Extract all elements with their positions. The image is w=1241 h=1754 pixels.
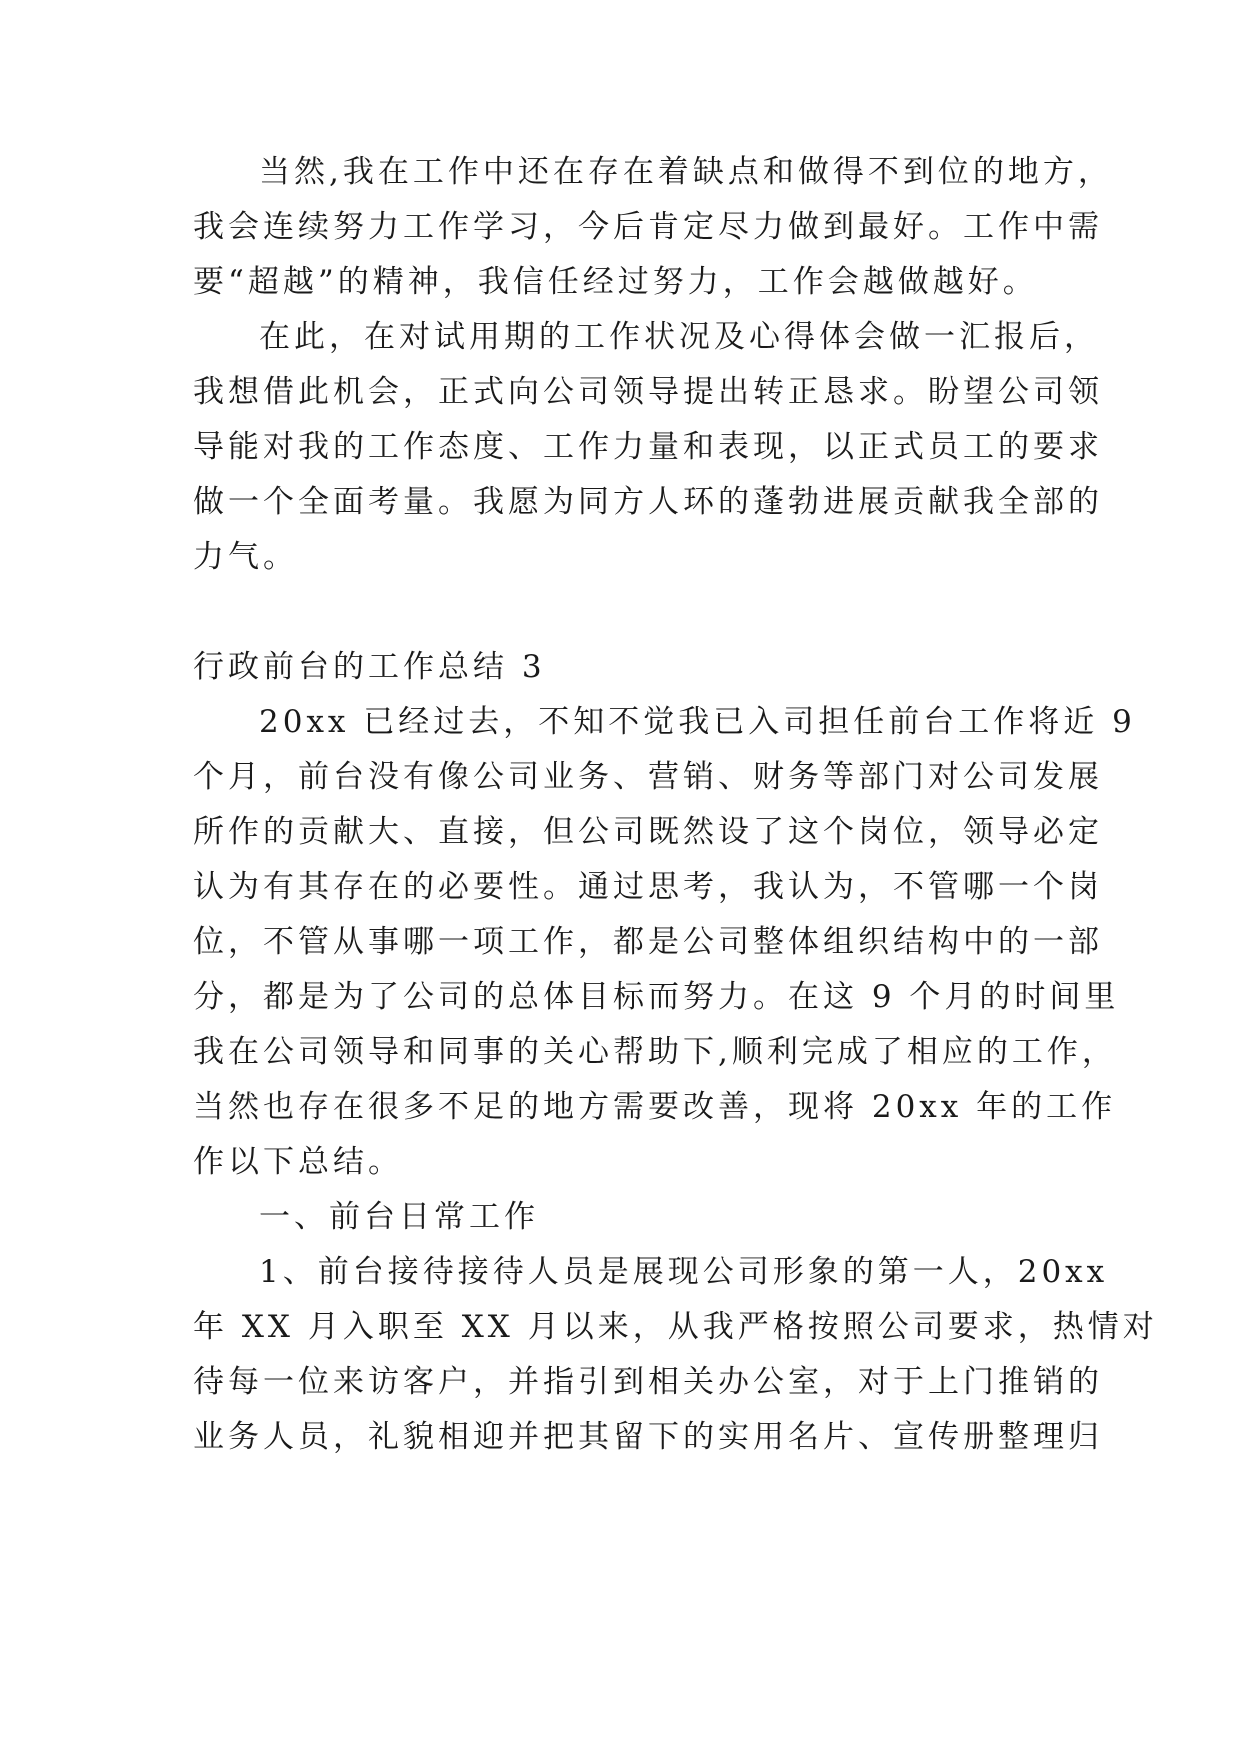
subheading: 一、前台日常工作 xyxy=(259,1199,539,1235)
paragraph-line: 20xx 已经过去，不知不觉我已入司担任前台工作将近 9 xyxy=(259,704,1136,740)
paragraph-line: 1、前台接待接待人员是展现公司形象的第一人，20xx xyxy=(259,1254,1109,1290)
paragraph-line: 作以下总结。 xyxy=(193,1144,403,1180)
paragraph-line: 当然,我在工作中还在存在着缺点和做得不到位的地方， xyxy=(259,154,1113,190)
paragraph-line: 所作的贡献大、直接，但公司既然设了这个岗位，领导必定 xyxy=(193,814,1103,850)
paragraph-line: 在此，在对试用期的工作状况及心得体会做一汇报后， xyxy=(259,319,1099,355)
paragraph-line: 要“超越”的精神，我信任经过努力，工作会越做越好。 xyxy=(193,264,1038,300)
section-title: 行政前台的工作总结 3 xyxy=(193,649,546,685)
paragraph-line: 位，不管从事哪一项工作，都是公司整体组织结构中的一部 xyxy=(193,924,1103,960)
paragraph-line: 待每一位来访客户，并指引到相关办公室，对于上门推销的 xyxy=(193,1364,1103,1400)
paragraph-line: 我在公司领导和同事的关心帮助下,顺利完成了相应的工作， xyxy=(193,1034,1117,1070)
paragraph-line: 分，都是为了公司的总体目标而努力。在这 9 个月的时间里 xyxy=(193,979,1120,1015)
paragraph-line: 个月，前台没有像公司业务、营销、财务等部门对公司发展 xyxy=(193,759,1103,795)
paragraph-line: 做一个全面考量。我愿为同方人环的蓬勃进展贡献我全部的 xyxy=(193,484,1103,520)
paragraph-line: 导能对我的工作态度、工作力量和表现，以正式员工的要求 xyxy=(193,429,1103,465)
paragraph-line: 力气。 xyxy=(193,539,298,575)
paragraph-line: 我想借此机会，正式向公司领导提出转正恳求。盼望公司领 xyxy=(193,374,1103,410)
paragraph-line: 当然也存在很多不足的地方需要改善，现将 20xx 年的工作 xyxy=(193,1089,1117,1125)
paragraph-line: 业务人员，礼貌相迎并把其留下的实用名片、宣传册整理归 xyxy=(193,1419,1103,1455)
paragraph-line: 年 XX 月入职至 XX 月以来，从我严格按照公司要求，热情对 xyxy=(193,1309,1158,1345)
paragraph-line: 我会连续努力工作学习，今后肯定尽力做到最好。工作中需 xyxy=(193,209,1103,245)
paragraph-line: 认为有其存在的必要性。通过思考，我认为，不管哪一个岗 xyxy=(193,869,1103,905)
